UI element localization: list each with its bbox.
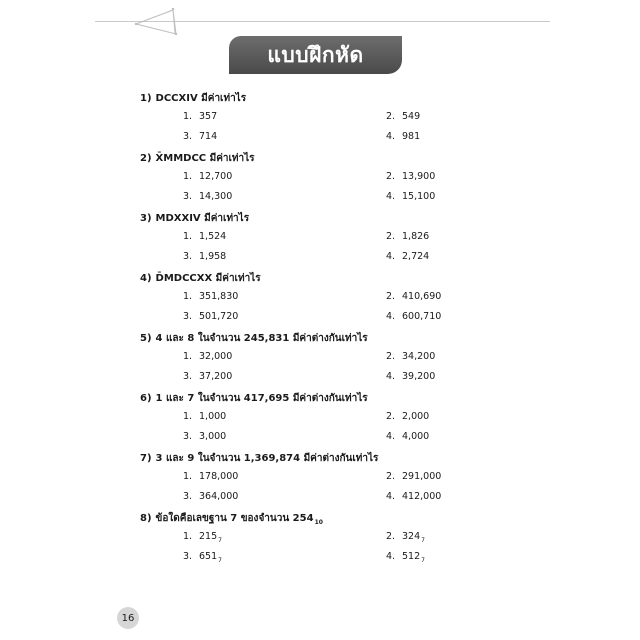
option-3-4[interactable]: 4. 2,724 bbox=[386, 251, 430, 262]
option-8-2[interactable]: 2. $324_7$ bbox=[386, 531, 425, 544]
option-4-2[interactable]: 2. 410,690 bbox=[386, 291, 442, 302]
question-5: 5) 4 และ 8 ในจำนวน 245,831 มีค่าต่างกันเท่าไร bbox=[140, 333, 368, 344]
option-7-3[interactable]: 3. 364,000 bbox=[183, 491, 239, 502]
option-3-1[interactable]: 1. 1,524 bbox=[183, 231, 227, 242]
question-4: 4) D̄MDCCXX มีค่าเท่าไร bbox=[140, 273, 261, 284]
option-2-1[interactable]: 1. 12,700 bbox=[183, 171, 233, 182]
option-6-1[interactable]: 1. 1,000 bbox=[183, 411, 227, 422]
exercise-header bbox=[229, 36, 402, 74]
question-8: 8) ข้อใดคือเลขฐาน 7 ของจำนวน $254_{10}$ bbox=[140, 513, 323, 526]
page-number: 16 bbox=[117, 607, 139, 629]
option-1-1[interactable]: 1. 357 bbox=[183, 111, 218, 122]
option-5-3[interactable]: 3. 37,200 bbox=[183, 371, 233, 382]
option-2-4[interactable]: 4. 15,100 bbox=[386, 191, 436, 202]
option-7-4[interactable]: 4. 412,000 bbox=[386, 491, 442, 502]
option-4-4[interactable]: 4. 600,710 bbox=[386, 311, 442, 322]
option-3-3[interactable]: 3. 1,958 bbox=[183, 251, 227, 262]
option-1-3[interactable]: 3. 714 bbox=[183, 131, 218, 142]
option-5-4[interactable]: 4. 39,200 bbox=[386, 371, 436, 382]
option-7-2[interactable]: 2. 291,000 bbox=[386, 471, 442, 482]
triangle-decoration-icon bbox=[130, 4, 186, 38]
option-8-1[interactable]: 1. $215_7$ bbox=[183, 531, 222, 544]
question-6: 6) 1 และ 7 ในจำนวน 417,695 มีค่าต่างกันเท่าไร bbox=[140, 393, 368, 404]
question-7: 7) 3 และ 9 ในจำนวน 1,369,874 มีค่าต่างกันเท่าไร bbox=[140, 453, 379, 464]
option-4-3[interactable]: 3. 501,720 bbox=[183, 311, 239, 322]
option-1-2[interactable]: 2. 549 bbox=[386, 111, 421, 122]
exercise-title: แบบฝึกหัด bbox=[267, 42, 364, 67]
question-1: 1) DCCXIV มีค่าเท่าไร bbox=[140, 93, 247, 104]
question-3: 3) MDXXIV มีค่าเท่าไร bbox=[140, 213, 250, 224]
option-2-3[interactable]: 3. 14,300 bbox=[183, 191, 233, 202]
option-4-1[interactable]: 1. 351,830 bbox=[183, 291, 239, 302]
option-6-3[interactable]: 3. 3,000 bbox=[183, 431, 227, 442]
option-8-4[interactable]: 4. $512_7$ bbox=[386, 551, 425, 564]
option-7-1[interactable]: 1. 178,000 bbox=[183, 471, 239, 482]
option-2-2[interactable]: 2. 13,900 bbox=[386, 171, 436, 182]
option-8-3[interactable]: 3. $651_7$ bbox=[183, 551, 222, 564]
option-6-2[interactable]: 2. 2,000 bbox=[386, 411, 430, 422]
option-1-4[interactable]: 4. 981 bbox=[386, 131, 421, 142]
option-3-2[interactable]: 2. 1,826 bbox=[386, 231, 430, 242]
option-6-4[interactable]: 4. 4,000 bbox=[386, 431, 430, 442]
question-2: 2) X̄MMDCC มีค่าเท่าไร bbox=[140, 153, 255, 164]
option-5-2[interactable]: 2. 34,200 bbox=[386, 351, 436, 362]
option-5-1[interactable]: 1. 32,000 bbox=[183, 351, 233, 362]
